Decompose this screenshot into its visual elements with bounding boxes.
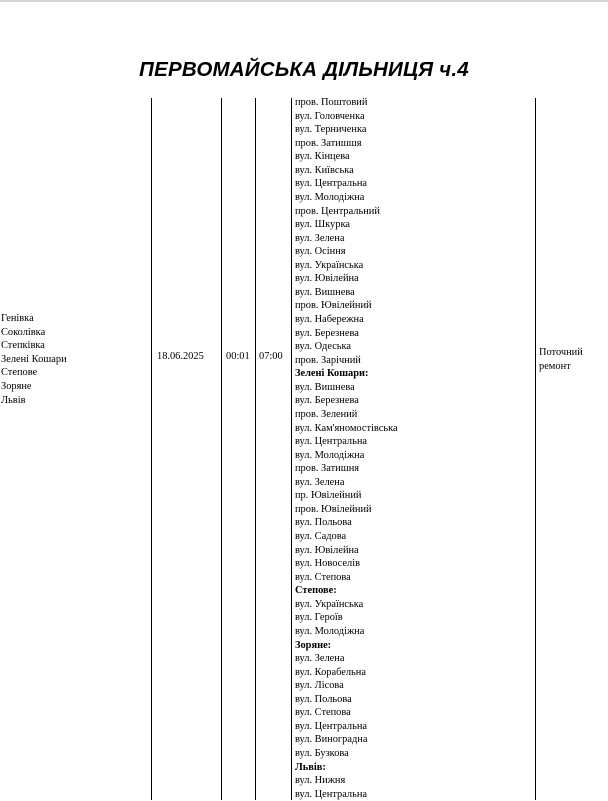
street-item: вул. Осіння [295,246,346,258]
street-item: вул. Кінцева [295,151,350,163]
street-item: вул. Ювілейна [295,544,359,556]
street-item: вул. Вишнева [295,381,355,393]
column-divider-date [151,98,152,800]
village-item: Львів [1,394,26,406]
street-item: вул. Центральна [295,788,368,800]
street-item: вул. Зелена [295,653,345,665]
street-item: пров. Зарічний [295,354,361,366]
street-item: вул. Набережна [295,314,364,325]
street-item: вул. Польова [295,517,352,529]
street-item: вул. Вишнева [295,286,355,298]
street-item: вул. Польова [295,693,352,705]
village-item: Зелені Кошари [1,353,67,365]
street-item: вул. Головченка [295,110,365,122]
settlement-heading: Зоряне: [295,639,332,651]
street-item: пров. Поштовий [295,97,368,108]
street-item: вул. Молодіжна [295,191,365,203]
street-item: вул. Українська [295,259,364,271]
street-item: вул. Степова [295,571,351,583]
end-time-cell: 07:00 [259,351,283,362]
street-item: вул. Кам'яномостівська [295,422,398,434]
village-item: Зоряне [1,380,32,392]
street-item: вул. Героїв [295,612,343,624]
street-item: вул. Березнева [295,327,359,339]
street-item: вул. Виноградна [295,734,368,746]
street-item: вул. Центральна [295,436,368,448]
street-item: пров. Ювілейний [295,300,372,312]
villages-cell [1,312,67,407]
street-item: вул. Корабельна [295,666,366,678]
column-divider-reason [535,98,536,800]
village-item: Генівка [1,313,34,324]
page-top-border [0,0,608,2]
street-item: вул. Лісова [295,680,344,692]
street-item: вул. Молодіжна [295,625,365,637]
street-item: вул. Зелена [295,232,345,244]
street-item: вул. Українська [295,598,364,610]
street-item: вул. Бузкова [295,748,349,759]
street-item: вул. Нижня [295,775,346,787]
street-item: вул. Новоселів [295,558,360,570]
column-divider-end [255,98,256,800]
start-time-cell: 00:01 [226,351,250,362]
date-cell: 18.06.2025 [157,351,204,362]
streets-cell [295,96,398,801]
street-item: пр. Ювілейний [295,490,362,502]
street-item: пров. Затишшя [295,137,362,149]
village-item: Степове [1,367,38,379]
village-item: Степківка [1,340,45,352]
street-item: вул. Київська [295,164,354,176]
street-item: пров. Ювілейний [295,503,372,515]
street-item: вул. Березнева [295,395,359,407]
street-item: вул. Центральна [295,178,368,190]
street-item: вул. Садова [295,531,347,542]
column-divider-streets [291,98,292,800]
reason-cell: Поточний ремонт [539,347,583,372]
column-divider-start [221,98,222,800]
village-item: Соколівка [1,326,46,338]
street-item: вул. Шкурка [295,219,350,231]
street-item: пров. Центральний [295,205,380,217]
street-item: вул. Степова [295,707,351,719]
settlement-heading: Львів: [295,761,326,773]
page-title: ПЕРВОМАЙСЬКА ДІЛЬНИЦЯ ч.4 [139,58,469,81]
street-item: вул. Терниченка [295,124,367,136]
street-item: вул. Центральна [295,720,368,732]
street-item: вул. Одеська [295,341,352,353]
street-item: пров. Зелений [295,408,358,420]
street-item: вул. Ювілейна [295,273,359,285]
street-item: вул. Молодіжна [295,449,365,461]
street-item: вул. Зелена [295,476,345,488]
settlement-heading: Степове: [295,585,337,597]
settlement-heading: Зелені Кошари: [295,368,369,380]
street-item: пров. Затишня [295,463,360,475]
